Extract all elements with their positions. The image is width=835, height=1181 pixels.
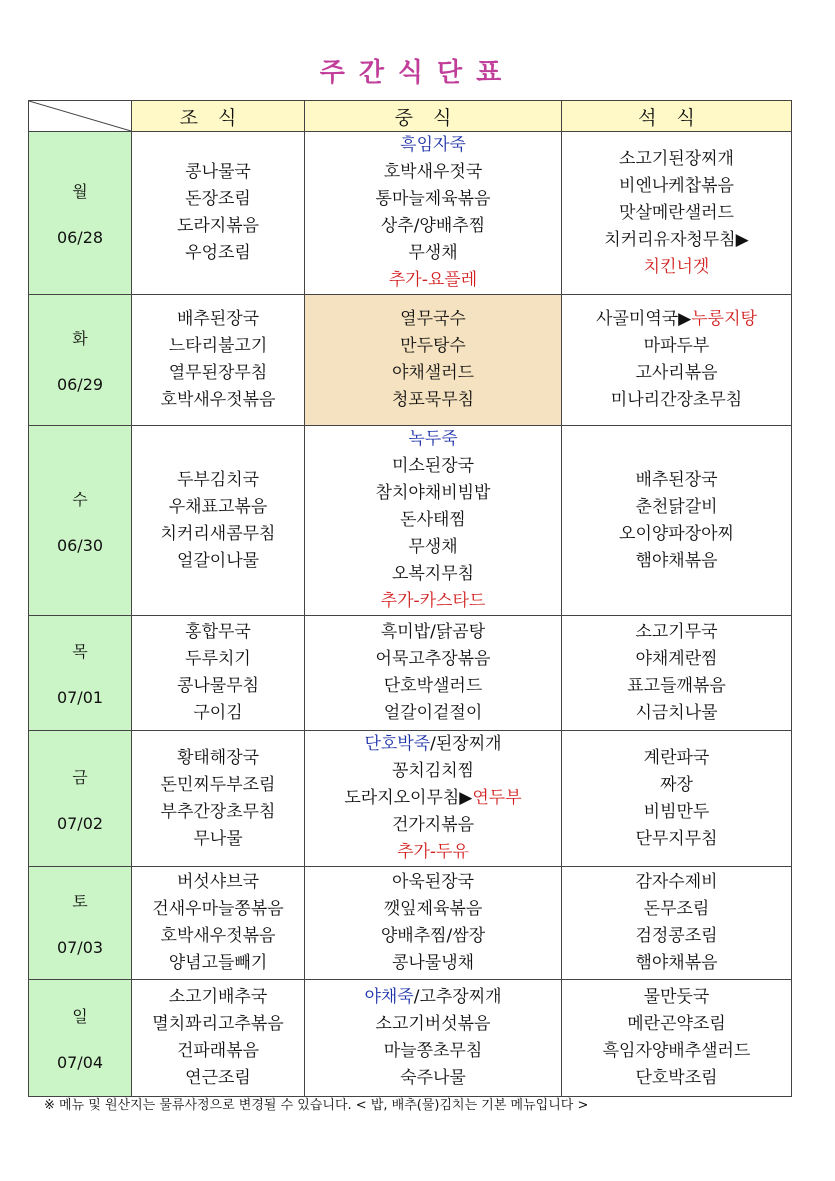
menu-item <box>305 1038 561 1065</box>
menu-item-text: 돈사태찜 <box>400 510 466 530</box>
menu-item-text: 무생채 <box>408 537 458 557</box>
menu-item-text: 무나물 <box>193 828 243 849</box>
menu-item <box>132 772 304 799</box>
menu-item <box>305 673 561 700</box>
menu-item-text: 야채죽 <box>364 987 414 1007</box>
footnote: ※ 메뉴 및 원산지는 물류사정으로 변경될 수 있습니다. < 밥, 배추(물)김치는 기본 메뉴입니다 > <box>44 1098 589 1113</box>
menu-item-text: 상추/양배추찜 <box>380 216 486 236</box>
menu-item-text: 건새우마늘쫑볶음 <box>152 899 284 919</box>
menu-item <box>132 1038 304 1065</box>
menu-item <box>305 758 561 785</box>
lunch-cell <box>305 132 562 295</box>
menu-item <box>305 453 561 480</box>
menu-item-text: 햄야채볶음 <box>635 953 718 973</box>
day-date: 06/30 <box>56 535 104 555</box>
header-lunch: 중식 <box>305 101 562 132</box>
menu-item-text: 사골미역국▶ <box>596 309 692 329</box>
menu-item-text: 치커리유자청무침▶ <box>604 229 749 250</box>
menu-item <box>305 534 561 561</box>
day-cell <box>29 295 132 426</box>
menu-item <box>132 521 304 548</box>
menu-item-text: 돈무조림 <box>643 899 710 919</box>
menu-item <box>562 173 791 200</box>
menu-item <box>132 548 304 575</box>
menu-item-text: 배추된장국 <box>635 469 718 490</box>
menu-item <box>305 896 561 923</box>
menu-item <box>562 1011 791 1038</box>
day-date: 07/01 <box>56 688 104 707</box>
menu-item-text: 두루치기 <box>185 649 251 669</box>
menu-item-text: 소고기배추국 <box>168 987 268 1007</box>
menu-item <box>132 923 304 950</box>
menu-item <box>305 619 561 646</box>
menu-item-text: 누룽지탕 <box>691 309 757 329</box>
menu-item-text: 짜장 <box>660 774 693 795</box>
menu-item-text: 소고기된장찌개 <box>619 148 734 169</box>
day-row <box>29 426 792 616</box>
menu-item-text: 어묵고추장볶음 <box>375 649 491 669</box>
menu-item-text: 흑임자양배추샐러드 <box>602 1041 751 1061</box>
menu-item-text: 검정콩조림 <box>635 926 718 946</box>
menu-item <box>132 306 304 333</box>
day-cell <box>29 980 132 1097</box>
menu-item <box>562 745 791 772</box>
day-row <box>29 295 792 426</box>
menu-item-text: 연근조림 <box>185 1068 251 1088</box>
menu-item <box>305 387 561 414</box>
menu-item <box>132 619 304 646</box>
breakfast-cell <box>132 980 305 1097</box>
menu-item <box>132 467 304 494</box>
menu-item-text: 계란파국 <box>643 747 710 768</box>
menu-item-text: 단무지무침 <box>635 828 718 849</box>
menu-item <box>562 521 791 548</box>
header-breakfast: 조식 <box>132 101 305 132</box>
menu-item-text: 양념고들빼기 <box>168 953 268 973</box>
menu-item-text: 느타리불고기 <box>168 336 268 356</box>
menu-item <box>562 200 791 227</box>
menu-item <box>562 826 791 853</box>
menu-item-text: 건가지볶음 <box>391 815 475 835</box>
menu-item <box>132 240 304 267</box>
menu-item <box>562 387 791 414</box>
menu-item-text: 배추된장국 <box>176 309 260 329</box>
menu-item <box>562 146 791 173</box>
menu-item-text: 구이김 <box>193 703 243 723</box>
menu-item <box>305 240 561 267</box>
breakfast-cell <box>132 867 305 980</box>
menu-item-text: 만두탕수 <box>400 336 466 356</box>
menu-item-text: 미나리간장초무침 <box>610 390 743 410</box>
menu-item <box>562 673 791 700</box>
menu-item <box>305 132 561 159</box>
menu-item <box>132 1011 304 1038</box>
menu-item <box>132 700 304 727</box>
page-title: 주간식단표 <box>319 58 516 88</box>
menu-item <box>305 1065 561 1092</box>
menu-item-text: 감자수제비 <box>635 872 718 892</box>
diagonal-line <box>29 101 131 131</box>
menu-item-text: 소고기무국 <box>635 622 718 642</box>
menu-item-text: 추가-카스타드 <box>380 591 486 611</box>
menu-item <box>562 254 791 281</box>
menu-item <box>562 1065 791 1092</box>
menu-item <box>132 387 304 414</box>
menu-item <box>562 984 791 1011</box>
menu-item-text: 멸치꽈리고추볶음 <box>152 1014 284 1034</box>
menu-item-text: 마늘쫑초무침 <box>383 1041 483 1061</box>
menu-item-text: 단호박조림 <box>635 1068 718 1088</box>
menu-item-text: 호박새우젓볶음 <box>160 926 276 946</box>
menu-item-text: 녹두죽 <box>408 429 458 449</box>
menu-item-text: 흑미밥/닭곰탕 <box>380 622 486 642</box>
menu-item-text: 부추간장초무침 <box>160 801 276 822</box>
menu-item-text: 돈장조림 <box>185 189 251 209</box>
menu-item <box>305 700 561 727</box>
menu-item-text: 물만둣국 <box>643 987 710 1007</box>
lunch-cell <box>305 426 562 616</box>
menu-item-text: 흑임자죽 <box>400 135 466 155</box>
menu-item-text: 얼갈이겉절이 <box>383 703 483 723</box>
menu-item <box>305 561 561 588</box>
menu-item <box>562 360 791 387</box>
menu-item <box>132 745 304 772</box>
dinner-cell <box>562 426 792 616</box>
menu-item <box>132 360 304 387</box>
dinner-cell <box>562 867 792 980</box>
menu-item-text: 숙주나물 <box>400 1068 466 1088</box>
corner-cell <box>29 101 132 132</box>
menu-item <box>562 619 791 646</box>
menu-item <box>132 213 304 240</box>
menu-item-text: 버섯샤브국 <box>176 872 260 892</box>
menu-item-text: /된장찌개 <box>430 734 502 754</box>
menu-item <box>562 869 791 896</box>
menu-item-text: 황태해장국 <box>176 747 260 768</box>
breakfast-cell <box>132 616 305 731</box>
menu-item-text: 얼갈이나물 <box>176 550 260 571</box>
day-name: 화 <box>72 329 88 348</box>
menu-item <box>305 267 561 294</box>
menu-item-text: 치커리새콤무침 <box>160 523 276 544</box>
menu-item <box>305 306 561 333</box>
day-date: 07/04 <box>56 1053 104 1072</box>
menu-item <box>562 923 791 950</box>
menu-item <box>562 467 791 494</box>
day-name: 목 <box>72 642 88 661</box>
menu-item <box>562 548 791 575</box>
menu-item-text: 도라지볶음 <box>176 216 260 236</box>
menu-item <box>562 494 791 521</box>
menu-item <box>305 507 561 534</box>
menu-item <box>305 950 561 977</box>
menu-item-text: 표고들깨볶음 <box>627 676 726 696</box>
menu-item <box>305 785 561 812</box>
menu-item <box>305 333 561 360</box>
menu-item <box>305 186 561 213</box>
day-row <box>29 980 792 1097</box>
breakfast-cell <box>132 295 305 426</box>
menu-item-text: 통마늘제육볶음 <box>375 189 491 209</box>
menu-item <box>305 731 561 758</box>
breakfast-cell <box>132 132 305 295</box>
menu-item <box>132 826 304 853</box>
menu-item <box>132 950 304 977</box>
menu-item-text: 우엉조림 <box>185 243 251 263</box>
menu-item-text: 호박새우젓볶음 <box>160 390 276 410</box>
day-name: 토 <box>72 892 88 911</box>
menu-item-text: 비엔나케찹볶음 <box>619 175 734 196</box>
menu-item-text: 춘천닭갈비 <box>635 496 718 517</box>
day-date: 06/28 <box>56 228 104 247</box>
menu-item <box>132 494 304 521</box>
menu-item <box>132 869 304 896</box>
menu-item <box>132 333 304 360</box>
menu-item-text: 돈민찌두부조림 <box>160 774 276 795</box>
menu-item-text: 호박새우젓국 <box>383 162 483 182</box>
day-date: 07/02 <box>56 813 104 833</box>
menu-item <box>562 227 791 254</box>
day-date: 07/03 <box>56 938 104 957</box>
day-cell <box>29 132 132 295</box>
day-row <box>29 867 792 980</box>
menu-item <box>305 159 561 186</box>
menu-item <box>305 812 561 839</box>
menu-item <box>562 700 791 727</box>
dinner-cell <box>562 616 792 731</box>
day-name: 일 <box>72 1007 88 1026</box>
menu-item-text: 연두부 <box>472 788 522 808</box>
menu-item-text: 미소된장국 <box>391 456 475 476</box>
menu-item <box>132 159 304 186</box>
dinner-cell <box>562 980 792 1097</box>
menu-item-text: 아욱된장국 <box>391 872 475 892</box>
menu-item-text: 콩나물냉채 <box>391 953 475 973</box>
menu-item-text: 비빔만두 <box>643 801 710 822</box>
day-cell <box>29 426 132 616</box>
header-row <box>29 101 792 132</box>
lunch-cell <box>305 295 562 426</box>
menu-item-text: 깻잎제육볶음 <box>383 899 483 919</box>
menu-item-text: 야채계란찜 <box>635 649 718 669</box>
menu-item-text: 단호박죽 <box>364 734 431 754</box>
menu-item-text: 콩나물국 <box>185 162 251 182</box>
menu-item-text: 오복지무침 <box>391 564 475 584</box>
menu-item-text: 우채표고볶음 <box>168 496 268 517</box>
menu-item-text: 시금치나물 <box>635 703 718 723</box>
menu-item <box>562 896 791 923</box>
weekly-menu-table <box>28 100 792 1097</box>
menu-item-text: 건파래볶음 <box>176 1041 260 1061</box>
menu-item <box>132 896 304 923</box>
lunch-cell <box>305 731 562 867</box>
day-row <box>29 616 792 731</box>
menu-item-text: 소고기버섯볶음 <box>375 1014 491 1034</box>
menu-item-text: 추가-요플레 <box>388 270 478 290</box>
menu-item-text: 맛살메란샐러드 <box>619 202 734 223</box>
lunch-cell <box>305 867 562 980</box>
menu-body <box>29 132 792 1097</box>
menu-item <box>132 646 304 673</box>
menu-item <box>305 869 561 896</box>
menu-item <box>132 799 304 826</box>
lunch-cell <box>305 616 562 731</box>
menu-item-text: 열무국수 <box>400 309 466 329</box>
day-row <box>29 731 792 867</box>
menu-item <box>305 923 561 950</box>
dinner-cell <box>562 132 792 295</box>
day-cell <box>29 731 132 867</box>
menu-item <box>562 1038 791 1065</box>
breakfast-cell <box>132 731 305 867</box>
menu-item <box>305 213 561 240</box>
menu-item <box>305 839 561 866</box>
menu-item <box>562 950 791 977</box>
day-cell <box>29 867 132 980</box>
dinner-cell <box>562 295 792 426</box>
menu-item <box>305 480 561 507</box>
menu-item-text: 오이양파장아찌 <box>619 523 734 544</box>
menu-item <box>562 772 791 799</box>
menu-item-text: 추가-두유 <box>397 842 469 862</box>
menu-item <box>132 186 304 213</box>
day-row <box>29 132 792 295</box>
menu-item-text: 양배추찜/쌈장 <box>380 926 486 946</box>
lunch-cell <box>305 980 562 1097</box>
day-date: 06/29 <box>56 375 104 394</box>
menu-item <box>305 646 561 673</box>
menu-item-text: 도라지오이무침▶ <box>344 788 473 808</box>
menu-item-text: 메란곤약조림 <box>627 1014 726 1034</box>
menu-item <box>305 1011 561 1038</box>
menu-item-text: 두부김치국 <box>176 469 260 490</box>
menu-item-text: 치킨너겟 <box>643 256 710 277</box>
menu-item-text: 홍합무국 <box>185 622 251 642</box>
menu-item-text: 콩나물무침 <box>176 676 260 696</box>
menu-item <box>562 799 791 826</box>
menu-item <box>562 306 791 333</box>
menu-item-text: 마파두부 <box>643 336 710 356</box>
menu-item <box>132 673 304 700</box>
menu-item-text: 야채샐러드 <box>391 363 475 383</box>
day-name: 수 <box>72 489 88 509</box>
menu-item-text: 꽁치김치찜 <box>391 761 475 781</box>
menu-item-text: 참치야채비빔밥 <box>375 483 491 503</box>
menu-item-text: 햄야채볶음 <box>635 550 718 571</box>
menu-item <box>305 426 561 453</box>
day-cell <box>29 616 132 731</box>
menu-item <box>132 1065 304 1092</box>
menu-item-text: 단호박샐러드 <box>383 676 483 696</box>
menu-item <box>562 333 791 360</box>
menu-item <box>562 646 791 673</box>
day-name: 월 <box>72 182 88 201</box>
breakfast-cell <box>132 426 305 616</box>
menu-item <box>132 984 304 1011</box>
menu-item-text: 청포묵무침 <box>391 390 475 410</box>
menu-item-text: 고사리볶음 <box>635 363 718 383</box>
menu-item-text: 열무된장무침 <box>168 363 268 383</box>
day-name: 금 <box>72 767 88 787</box>
menu-item <box>305 984 561 1011</box>
menu-item <box>305 588 561 615</box>
header-dinner: 석식 <box>562 101 792 132</box>
menu-item <box>305 360 561 387</box>
menu-item-text: 무생채 <box>408 243 458 263</box>
dinner-cell <box>562 731 792 867</box>
menu-item-text: /고추장찌개 <box>413 987 502 1007</box>
